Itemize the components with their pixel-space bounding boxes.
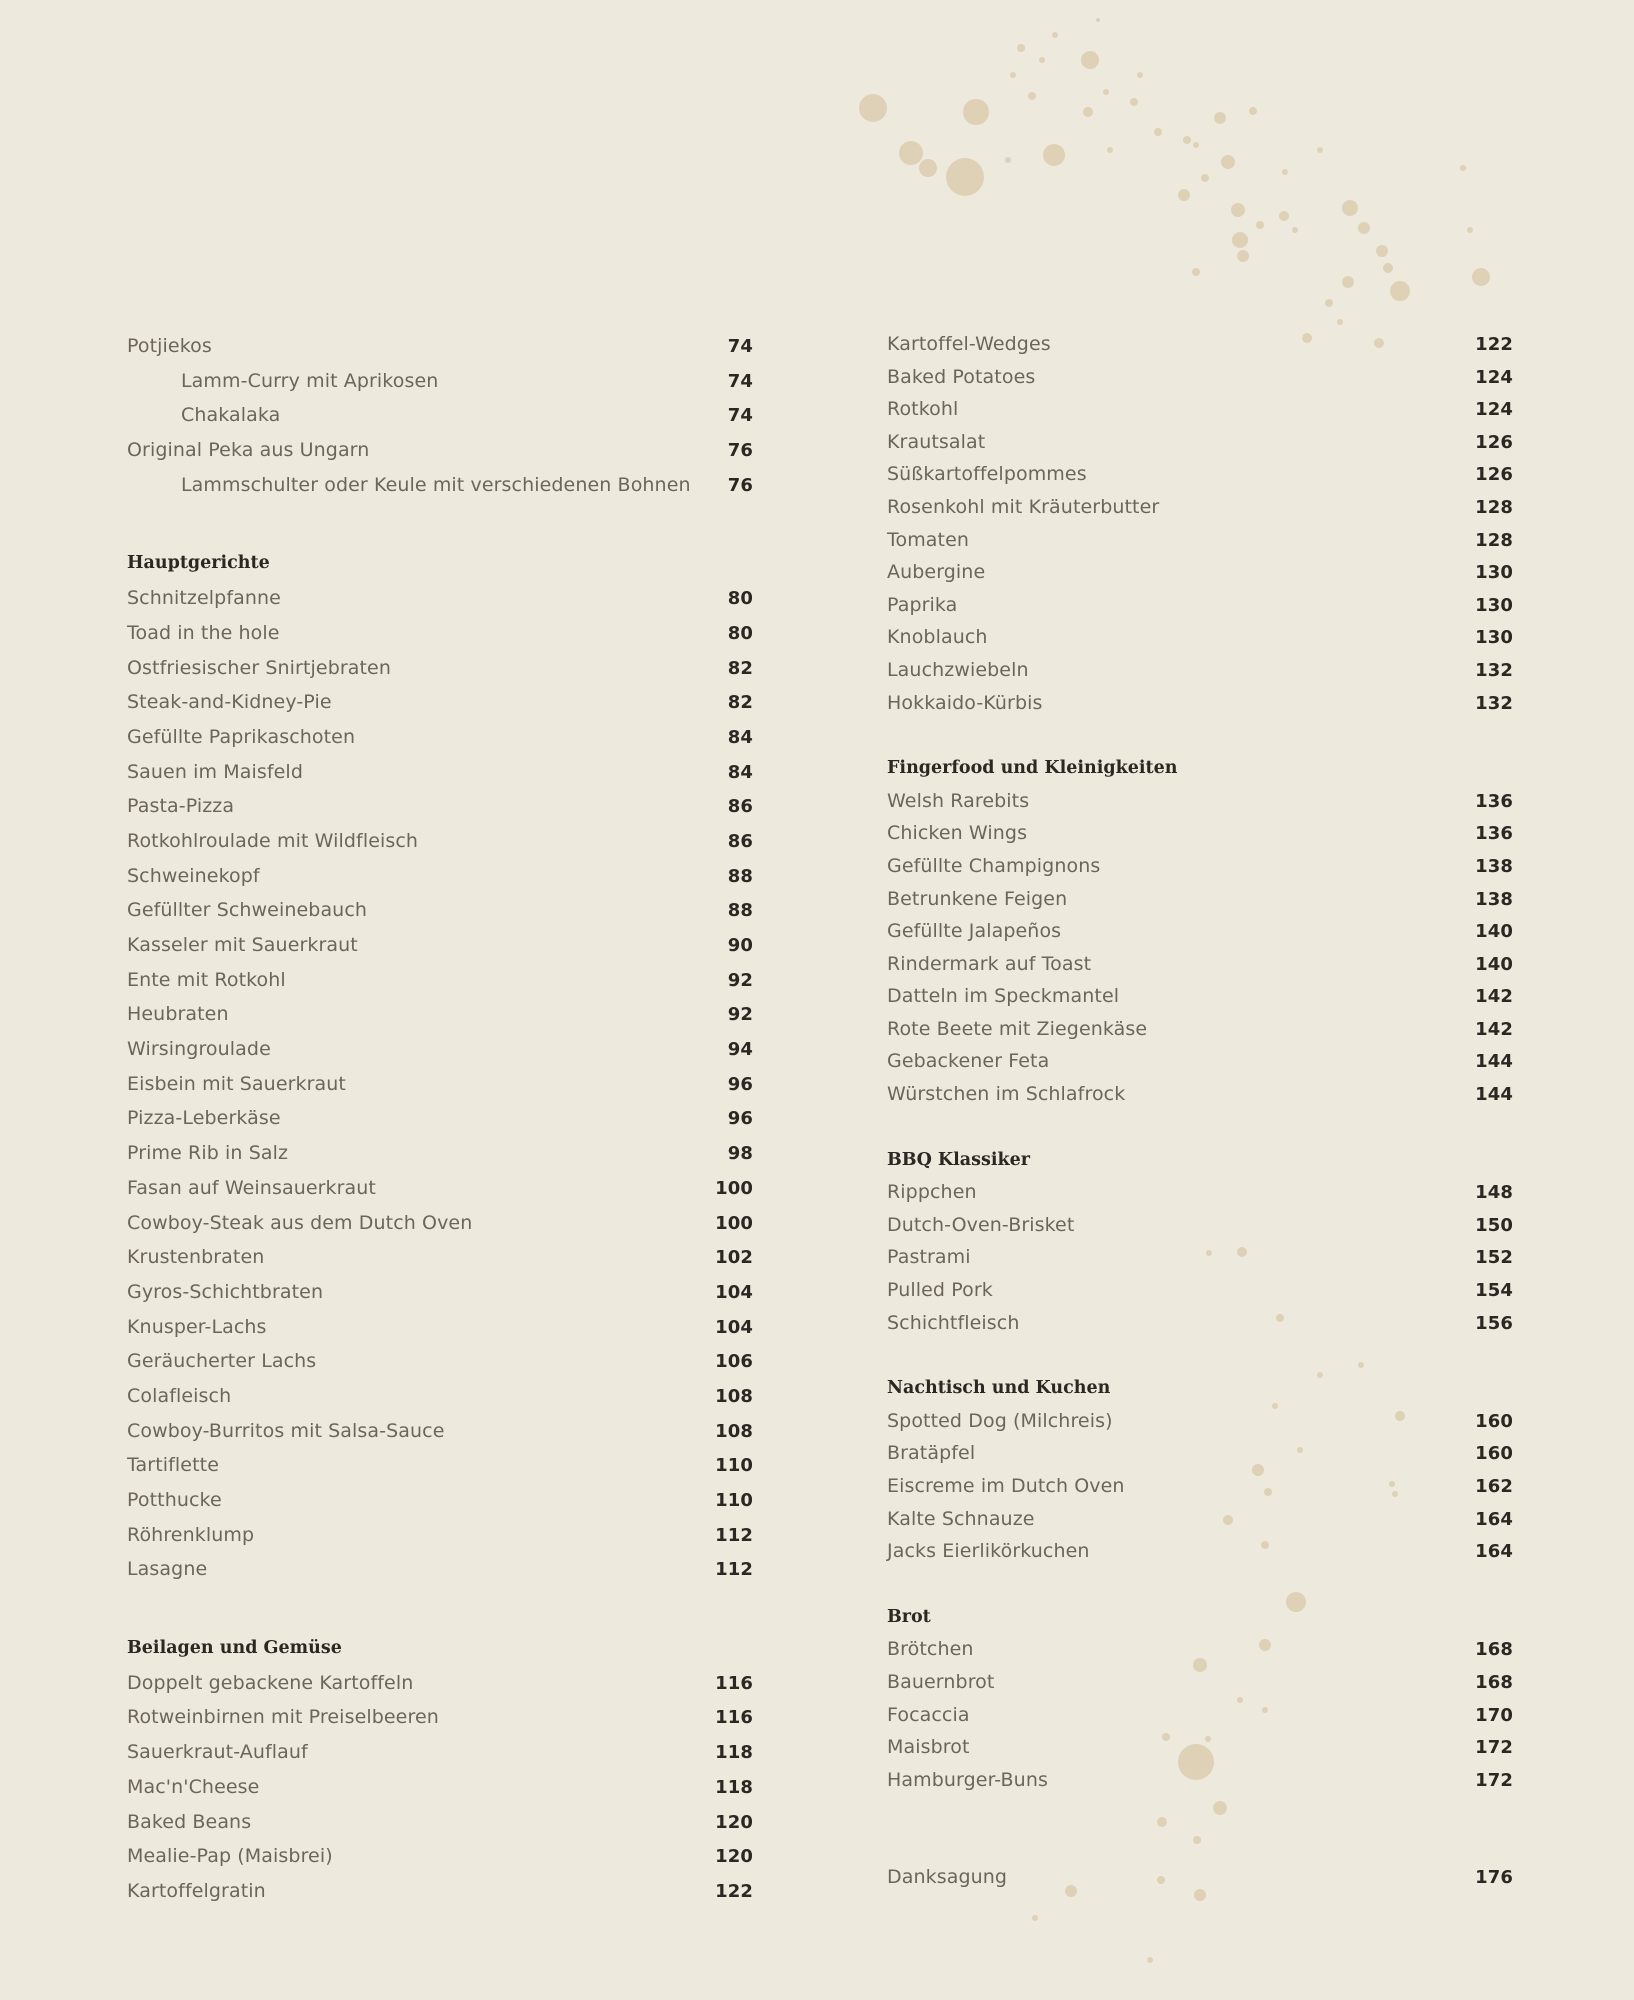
toc-entry[interactable] xyxy=(887,393,1513,426)
toc-entry[interactable] xyxy=(127,1666,753,1701)
entry-title: Rippchen xyxy=(887,1181,977,1204)
toc-entry[interactable] xyxy=(887,785,1513,818)
entry-page: 104 xyxy=(715,1316,753,1338)
entry-page: 162 xyxy=(1475,1476,1513,1497)
section-heading-beilagen: Beilagen und Gemüse xyxy=(127,1638,342,1659)
entry-page: 124 xyxy=(1475,399,1513,421)
entry-title: Pizza-Leberkäse xyxy=(127,1107,281,1130)
entry-title: Potjiekos xyxy=(127,335,212,357)
toc-entry[interactable] xyxy=(127,1552,753,1587)
toc-right-column xyxy=(887,328,1513,1894)
toc-entry[interactable] xyxy=(127,1518,753,1553)
entry-title: Chakalaka xyxy=(181,404,281,427)
entry-title: Focaccia xyxy=(887,1703,970,1726)
entry-page: 168 xyxy=(1475,1671,1513,1693)
entry-page: 142 xyxy=(1475,986,1513,1008)
toc-entry[interactable] xyxy=(887,980,1513,1013)
toc-entry[interactable] xyxy=(127,1874,753,1909)
toc-entry-danksagung[interactable] xyxy=(887,1861,1513,1894)
entry-title: Fasan auf Weinsauerkraut xyxy=(127,1176,376,1199)
entry-title: Danksagung xyxy=(887,1866,1008,1889)
entry-page: 130 xyxy=(1475,627,1513,649)
entry-title: Gefüllte Paprikaschoten xyxy=(127,725,356,748)
toc-entry[interactable] xyxy=(127,581,753,616)
entry-page: 128 xyxy=(1475,496,1513,518)
entry-title: Lammschulter oder Keule mit verschiedenen Bohnen xyxy=(181,473,691,496)
section-list-nachtisch xyxy=(887,1405,1513,1568)
entry-page: 96 xyxy=(727,1108,753,1130)
entry-title: Wirsingroulade xyxy=(127,1038,271,1061)
toc-entry[interactable] xyxy=(127,685,753,720)
entry-title: Rindermark auf Toast xyxy=(887,952,1092,975)
toc-entry[interactable] xyxy=(127,329,753,364)
entry-page: 136 xyxy=(1475,790,1513,812)
entry-page: 142 xyxy=(1475,1018,1513,1040)
entry-title: Gyros-Schichtbraten xyxy=(127,1280,324,1303)
entry-title: Lasagne xyxy=(127,1558,208,1581)
entry-title: Gebackener Feta xyxy=(887,1050,1050,1073)
entry-page: 116 xyxy=(715,1672,753,1694)
toc-entry[interactable] xyxy=(127,1136,753,1171)
entry-title: Rotkohl xyxy=(887,398,959,421)
toc-entry[interactable] xyxy=(127,1240,753,1275)
toc-entry[interactable] xyxy=(887,915,1513,948)
entry-title: Würstchen im Schlafrock xyxy=(887,1083,1126,1106)
toc-entry[interactable] xyxy=(127,789,753,824)
entry-page: 88 xyxy=(727,865,753,887)
entry-title: Heubraten xyxy=(127,1003,229,1026)
entry-page: 106 xyxy=(715,1351,753,1373)
entry-page: 100 xyxy=(715,1212,753,1234)
toc-entry[interactable] xyxy=(887,1209,1513,1242)
entry-page: 128 xyxy=(1475,529,1513,551)
entry-title: Welsh Rarebits xyxy=(887,789,1030,812)
toc-entry[interactable] xyxy=(127,893,753,928)
entry-title: Rote Beete mit Ziegenkäse xyxy=(887,1017,1148,1040)
entry-page: 130 xyxy=(1475,562,1513,584)
entry-page: 124 xyxy=(1475,366,1513,388)
entry-page: 92 xyxy=(727,969,753,991)
toc-entry[interactable] xyxy=(127,1700,753,1735)
entry-page: 144 xyxy=(1475,1051,1513,1073)
toc-entry[interactable] xyxy=(887,491,1513,524)
toc-entry[interactable] xyxy=(887,1405,1513,1438)
entry-title: Knoblauch xyxy=(887,626,988,649)
entry-title: Steak-and-Kidney-Pie xyxy=(127,691,332,714)
toc-entry[interactable] xyxy=(887,1045,1513,1078)
entry-page: 164 xyxy=(1475,1541,1513,1563)
entry-title: Krautsalat xyxy=(887,430,986,453)
entry-page: 130 xyxy=(1475,594,1513,616)
entry-page: 80 xyxy=(727,622,753,644)
section-list-beilagen xyxy=(127,1666,753,1909)
entry-title: Schichtfleisch xyxy=(887,1311,1020,1334)
entry-title: Paprika xyxy=(887,593,958,616)
entry-page: 108 xyxy=(715,1385,753,1407)
entry-title: Mealie-Pap (Maisbrei) xyxy=(127,1845,333,1868)
entry-title: Pulled Pork xyxy=(887,1279,993,1302)
entry-page: 82 xyxy=(727,657,753,679)
toc-entry[interactable] xyxy=(887,426,1513,459)
entry-title: Colafleisch xyxy=(127,1384,232,1407)
entry-page: 104 xyxy=(715,1281,753,1303)
entry-page: 136 xyxy=(1475,823,1513,845)
section-heading-nachtisch: Nachtisch und Kuchen xyxy=(887,1378,1111,1399)
toc-entry[interactable] xyxy=(127,824,753,859)
entry-page: 82 xyxy=(727,692,753,714)
entry-title: Rosenkohl mit Kräuterbutter xyxy=(887,495,1160,518)
section-list-bbq-klassiker xyxy=(887,1176,1513,1339)
entry-page: 164 xyxy=(1475,1508,1513,1530)
section-list-fingerfood xyxy=(887,785,1513,1111)
toc-entry[interactable] xyxy=(887,556,1513,589)
entry-page: 84 xyxy=(727,726,753,748)
entry-page: 122 xyxy=(715,1880,753,1902)
toc-entry[interactable] xyxy=(887,1241,1513,1274)
toc-entry[interactable] xyxy=(887,654,1513,687)
toc-entry[interactable] xyxy=(887,328,1513,361)
entry-page: 112 xyxy=(715,1559,753,1581)
entry-page: 98 xyxy=(727,1143,753,1165)
entry-title: Hokkaido-Kürbis xyxy=(887,691,1043,714)
entry-page: 176 xyxy=(1475,1867,1513,1889)
toc-entry[interactable] xyxy=(887,1699,1513,1732)
toc-entry[interactable] xyxy=(887,1013,1513,1046)
entry-page: 118 xyxy=(715,1742,753,1764)
entry-page: 112 xyxy=(715,1524,753,1546)
section-list-hauptgerichte xyxy=(127,581,753,1587)
entry-page: 88 xyxy=(727,900,753,922)
entry-title: Geräucherter Lachs xyxy=(127,1350,317,1373)
toc-entry[interactable] xyxy=(887,1078,1513,1111)
entry-title: Rotweinbirnen mit Preiselbeeren xyxy=(127,1706,439,1729)
entry-page: 74 xyxy=(727,370,753,392)
entry-page: 170 xyxy=(1475,1704,1513,1726)
entry-title: Cowboy-Burritos mit Salsa-Sauce xyxy=(127,1419,445,1442)
entry-page: 148 xyxy=(1475,1182,1513,1204)
entry-title: Tartiflette xyxy=(127,1454,219,1477)
entry-title: Sauerkraut-Auflauf xyxy=(127,1741,308,1764)
toc-entry[interactable] xyxy=(127,1067,753,1102)
toc-entry[interactable] xyxy=(127,1805,753,1840)
toc-entry[interactable] xyxy=(127,1379,753,1414)
entry-title: Chicken Wings xyxy=(887,822,1028,845)
toc-entry[interactable] xyxy=(127,1171,753,1206)
toc-entry[interactable] xyxy=(127,1448,753,1483)
toc-entry[interactable] xyxy=(127,1735,753,1770)
entry-page: 160 xyxy=(1475,1410,1513,1432)
entry-page: 140 xyxy=(1475,921,1513,943)
entry-page: 90 xyxy=(727,935,753,956)
entry-title: Original Peka aus Ungarn xyxy=(127,439,370,462)
entry-title: Doppelt gebackene Kartoffeln xyxy=(127,1671,414,1694)
entry-page: 154 xyxy=(1475,1280,1513,1302)
toc-entry[interactable] xyxy=(887,524,1513,557)
entry-page: 74 xyxy=(727,336,753,357)
toc-entry[interactable] xyxy=(887,850,1513,883)
entry-title: Krustenbraten xyxy=(127,1246,265,1269)
entry-page: 172 xyxy=(1475,1769,1513,1791)
toc-entry[interactable] xyxy=(887,883,1513,916)
entry-title: Sauen im Maisfeld xyxy=(127,760,303,783)
toc-entry[interactable] xyxy=(127,1770,753,1805)
toc-entry[interactable] xyxy=(887,1470,1513,1503)
entry-title: Lamm-Curry mit Aprikosen xyxy=(181,369,439,392)
toc-left-column xyxy=(127,329,753,1909)
entry-page: 96 xyxy=(727,1073,753,1095)
toc-entry[interactable] xyxy=(887,1307,1513,1340)
entry-page: 126 xyxy=(1475,431,1513,453)
section-heading-bbq-klassiker: BBQ Klassiker xyxy=(887,1149,1030,1170)
entry-page: 86 xyxy=(727,830,753,852)
entry-page: 122 xyxy=(1475,334,1513,355)
entry-title: Maisbrot xyxy=(887,1736,970,1759)
entry-title: Gefüllter Schweinebauch xyxy=(127,899,368,922)
entry-page: 76 xyxy=(727,474,753,496)
entry-title: Schweinekopf xyxy=(127,864,260,887)
entry-page: 92 xyxy=(727,1004,753,1026)
entry-title: Baked Beans xyxy=(127,1810,252,1833)
entry-title: Jacks Eierlikörkuchen xyxy=(887,1540,1090,1563)
entry-title: Potthucke xyxy=(127,1489,222,1511)
toc-entry[interactable] xyxy=(887,817,1513,850)
entry-page: 110 xyxy=(715,1490,753,1511)
entry-page: 172 xyxy=(1475,1737,1513,1759)
toc-subentry[interactable] xyxy=(127,398,753,433)
entry-page: 120 xyxy=(715,1811,753,1833)
toc-entry[interactable] xyxy=(127,433,753,468)
toc-entry[interactable] xyxy=(127,1101,753,1136)
entry-title: Röhrenklump xyxy=(127,1523,255,1546)
entry-page: 94 xyxy=(727,1039,753,1061)
entry-title: Ente mit Rotkohl xyxy=(127,968,286,991)
toc-entry[interactable] xyxy=(887,589,1513,622)
entry-title: Knusper-Lachs xyxy=(127,1315,267,1338)
toc-entry[interactable] xyxy=(887,1764,1513,1797)
entry-title: Gefüllte Champignons xyxy=(887,854,1101,877)
entry-page: 120 xyxy=(715,1846,753,1868)
section-heading-fingerfood: Fingerfood und Kleinigkeiten xyxy=(887,758,1178,779)
entry-page: 110 xyxy=(715,1455,753,1477)
entry-page: 132 xyxy=(1475,659,1513,681)
section-heading-hauptgerichte: Hauptgerichte xyxy=(127,553,270,574)
entry-title: Kalte Schnauze xyxy=(887,1507,1035,1530)
entry-title: Pasta-Pizza xyxy=(127,795,235,818)
toc-entry[interactable] xyxy=(127,1483,753,1518)
entry-title: Betrunkene Feigen xyxy=(887,887,1068,910)
toc-entry[interactable] xyxy=(127,755,753,790)
toc-entry[interactable] xyxy=(127,1414,753,1449)
entry-page: 160 xyxy=(1475,1443,1513,1465)
toc-entry[interactable] xyxy=(887,361,1513,394)
toc-entry[interactable] xyxy=(887,1274,1513,1307)
entry-page: 102 xyxy=(715,1247,753,1269)
entry-page: 132 xyxy=(1475,692,1513,714)
entry-title: Pastrami xyxy=(887,1246,971,1269)
entry-title: Toad in the hole xyxy=(127,621,280,644)
entry-title: Kasseler mit Sauerkraut xyxy=(127,934,358,956)
entry-page: 108 xyxy=(715,1420,753,1442)
entry-title: Baked Potatoes xyxy=(887,365,1036,388)
toc-entry[interactable] xyxy=(127,1275,753,1310)
toc-entry[interactable] xyxy=(887,1666,1513,1699)
toc-entry[interactable] xyxy=(887,1633,1513,1666)
entry-title: Lauchzwiebeln xyxy=(887,658,1029,681)
section-list-brot xyxy=(887,1633,1513,1796)
toc-entry[interactable] xyxy=(887,458,1513,491)
entry-title: Schnitzelpfanne xyxy=(127,587,281,610)
entry-title: Hamburger-Buns xyxy=(887,1768,1048,1791)
toc-entry[interactable] xyxy=(887,687,1513,720)
entry-page: 126 xyxy=(1475,464,1513,486)
toc-subentry[interactable] xyxy=(127,364,753,399)
entry-page: 140 xyxy=(1475,953,1513,975)
toc-entry[interactable] xyxy=(127,616,753,651)
entry-page: 168 xyxy=(1475,1639,1513,1661)
toc-entry[interactable] xyxy=(127,859,753,894)
entry-page: 144 xyxy=(1475,1084,1513,1106)
entry-title: Cowboy-Steak aus dem Dutch Oven xyxy=(127,1211,473,1234)
entry-page: 118 xyxy=(715,1776,753,1798)
entry-title: Kartoffel-Wedges xyxy=(887,333,1051,355)
toc-entry[interactable] xyxy=(127,1839,753,1874)
section-heading-brot: Brot xyxy=(887,1606,931,1627)
entry-page: 138 xyxy=(1475,888,1513,910)
toc-entry[interactable] xyxy=(127,720,753,755)
toc-entry[interactable] xyxy=(127,928,753,963)
entry-title: Eisbein mit Sauerkraut xyxy=(127,1072,346,1095)
toc-entry[interactable] xyxy=(127,1206,753,1241)
entry-page: 116 xyxy=(715,1707,753,1729)
entry-page: 156 xyxy=(1475,1312,1513,1334)
toc-subentry[interactable] xyxy=(127,468,753,503)
entry-title: Spotted Dog (Milchreis) xyxy=(887,1409,1113,1432)
toc-entry[interactable] xyxy=(887,1437,1513,1470)
toc-entry[interactable] xyxy=(887,621,1513,654)
entry-page: 76 xyxy=(727,440,753,462)
entry-page: 100 xyxy=(715,1177,753,1199)
toc-entry[interactable] xyxy=(887,1731,1513,1764)
entry-page: 74 xyxy=(727,405,753,427)
entry-title: Dutch-Oven-Brisket xyxy=(887,1213,1075,1236)
entry-title: Datteln im Speckmantel xyxy=(887,985,1120,1008)
entry-title: Eiscreme im Dutch Oven xyxy=(887,1475,1125,1497)
entry-title: Bauernbrot xyxy=(887,1670,995,1693)
toc-entry[interactable] xyxy=(127,1344,753,1379)
entry-title: Brötchen xyxy=(887,1638,974,1661)
toc-entry[interactable] xyxy=(887,1503,1513,1536)
toc-entry[interactable] xyxy=(127,651,753,686)
entry-title: Gefüllte Jalapeños xyxy=(887,920,1062,943)
entry-page: 152 xyxy=(1475,1247,1513,1269)
toc-entry[interactable] xyxy=(887,1535,1513,1568)
entry-title: Rotkohlroulade mit Wildfleisch xyxy=(127,829,419,852)
toc-entry[interactable] xyxy=(887,948,1513,981)
entry-title: Prime Rib in Salz xyxy=(127,1142,289,1165)
entry-page: 150 xyxy=(1475,1214,1513,1236)
entry-title: Süßkartoffelpommes xyxy=(887,463,1087,486)
entry-title: Bratäpfel xyxy=(887,1442,976,1465)
entry-title: Mac'n'Cheese xyxy=(127,1775,260,1798)
toc-entry[interactable] xyxy=(127,997,753,1032)
entry-page: 84 xyxy=(727,761,753,783)
toc-entry[interactable] xyxy=(887,1176,1513,1209)
section-list-beilagen-continued xyxy=(887,328,1513,719)
entry-page: 80 xyxy=(727,588,753,610)
toc-entry[interactable] xyxy=(127,1310,753,1345)
entry-title: Ostfriesischer Snirtjebraten xyxy=(127,656,391,679)
entry-page: 86 xyxy=(727,796,753,818)
entry-title: Tomaten xyxy=(887,528,970,551)
entry-page: 138 xyxy=(1475,855,1513,877)
entry-title: Kartoffelgratin xyxy=(127,1879,266,1902)
toc-entry[interactable] xyxy=(127,963,753,998)
entry-title: Aubergine xyxy=(887,561,986,584)
toc-entry[interactable] xyxy=(127,1032,753,1067)
